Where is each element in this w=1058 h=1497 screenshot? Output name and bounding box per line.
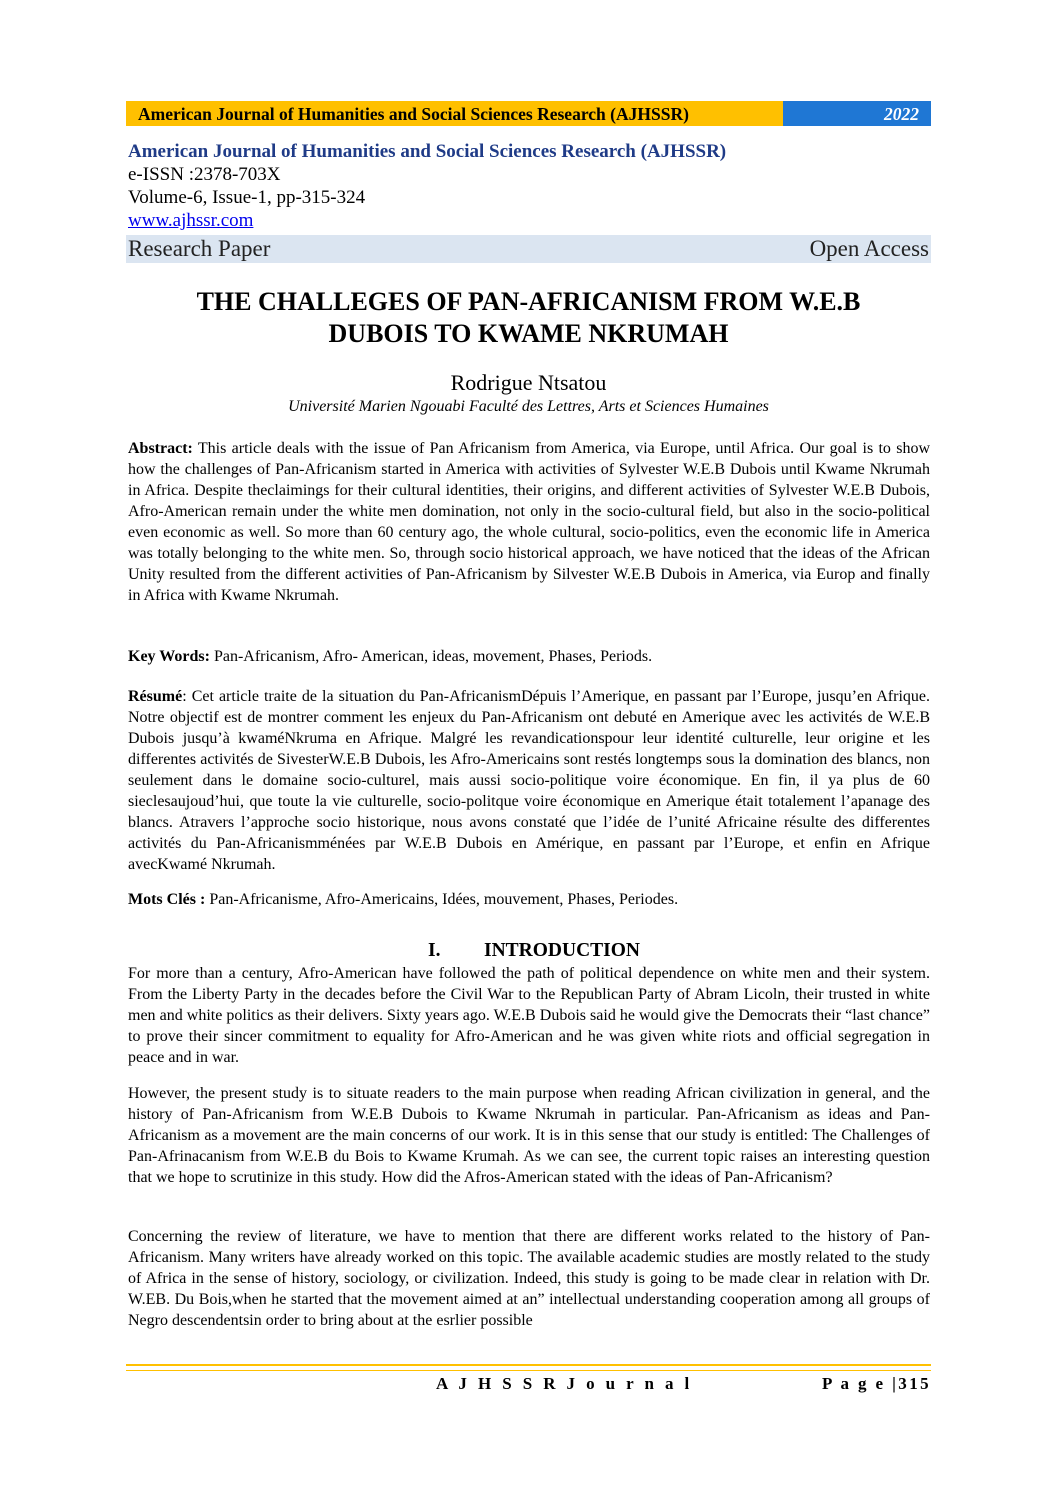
- paper-type-band: [126, 235, 931, 263]
- intro-paragraph-1: For more than a century, Afro-American have followed the path of political dependence on white men and their system. From the Liberty Party in the decades before the Civil War to the Republican Party of Abram Licoln, their trusted in white men and white politics as their delivers. Sixty years ago. W.E.B Dubois said he would give the Democrats their “last chance” to prove their sincer commitment to equality for Afro-American and he was given white riots and official segregation in peace and in war.: [128, 965, 930, 1066]
- intro-paragraph-2: However, the present study is to situate readers to the main purpose when reading African civilization in general, and the history of Pan-Africanism from W.E.B Dubois to Kwame Nkrumah in particular. Pan-Africanism as ideas and Pan-Africanism as a movement are the main concerns of our work. It is in this sense that our study is entitled: The Challenges of Pan-Afrinacanism from W.E.B du Bois to Kwame Krumah. As we can see, the current topic raises an interesting question that we hope to scrutinize in this study. How did the Afros-American stated with the ideas of Pan-Africanism?: [128, 1085, 930, 1186]
- keywords-label: Key Words:: [128, 648, 210, 665]
- paper-title-line1: THE CHALLEGES OF PAN-AFRICANISM FROM W.E.B: [196, 287, 861, 316]
- section-number: I.: [428, 940, 441, 961]
- running-header-year: 2022: [783, 101, 931, 126]
- resume-text: : Cet article traite de la situation du Pan-AfricanismDépuis l’Amerique, en passant par l’Europe, jusqu’en Afrique. Notre objectif est de montrer comment les enjeux du Pan-Africanism ont debuté en Amerique avec les activités de W.E.B Dubois jusqu’à kwaméNkruma en Afrique. Malgré les revandicationspour leur identité culturelle, leur origine et les differentes activités de SivesterW.E.B Dubois, les Afro-Americains sont restés longtemps sous la domination des blancs, non seulement dans le domaine socio-culturel, mais aussi socio-politique voire économique. En fin, il ya plus de 60 sieclesaujoud’hui, que toute la vie culturelle, socio-politque voire économique en Amerique était totalement l’apanage des blancs. Atravers l’approche socio historique, nous avons constaté que l’idée de l’unité Africaine résulte des differentes activités du Pan-Africanismménées par W.E.B Dubois en Amérique, en passant par l’Europe, et enfin en Afrique avecKwamé Nkrumah.: [128, 688, 930, 873]
- keywords-text: Pan-Africanism, Afro- American, ideas, movement, Phases, Periods.: [209, 648, 653, 665]
- abstract-label: Abstract:: [128, 440, 193, 457]
- author-affiliation: Université Marien Ngouabi Faculté des Lettres, Arts et Sciences Humaines: [288, 398, 769, 415]
- paper-title: [126, 286, 931, 350]
- paper-type: Research Paper: [128, 236, 271, 261]
- section-title: INTRODUCTION: [484, 940, 641, 961]
- intro-paragraph-3: Concerning the review of literature, we have to mention that there are different works related to the history of Pan-Africanism. Many writers have already worked on this topic. The available academic studies are mostly related to the study of Africa in the sense of history, sociology, or civilization. Indeed, this study is going to be made clear in relation with Dr. W.EB. Du Bois,when he started that the movement aimed at an” intellectual understanding cooperation among all groups of Negro descendentsin order to bring about at the esrlier possible: [128, 1228, 930, 1329]
- footer-divider: [126, 1364, 931, 1371]
- keywords: [128, 646, 930, 667]
- access-type: Open Access: [809, 236, 929, 261]
- volume-info: Volume-6, Issue-1, pp-315-324: [128, 187, 366, 208]
- running-header-journal: American Journal of Humanities and Social Sciences Research (AJHSSR): [126, 101, 783, 126]
- journal-url-link[interactable]: www.ajhssr.com: [128, 210, 254, 231]
- journal-name: American Journal of Humanities and Social Sciences Research (AJHSSR): [128, 141, 727, 162]
- author-name: Rodrigue Ntsatou: [450, 370, 607, 395]
- resume-label: Résumé: [128, 688, 183, 705]
- footer-journal: A J H S S R J o u r n a l: [436, 1374, 693, 1393]
- mots-cles: [128, 889, 930, 910]
- paper-title-line2: DUBOIS TO KWAME NKRUMAH: [328, 319, 729, 348]
- issn: e-ISSN :2378-703X: [128, 164, 281, 185]
- footer-page-number: P a g e |315: [821, 1374, 931, 1393]
- running-header: [126, 101, 931, 126]
- mots-cles-text: Pan-Africanisme, Afro-Americains, Idées, mouvement, Phases, Periodes.: [205, 891, 679, 908]
- resume: [128, 686, 930, 875]
- journal-meta: [128, 140, 726, 232]
- abstract-text: This article deals with the issue of Pan Africanism from America, via Europe, until Africa. Our goal is to show how the challenges of Pan-Africanism started in America with activities of Sylvester W.E.B Dubois until Kwame Nkrumah in Africa. Despite theclaimings for their cultural identities, their origins, and different activities of Sylvester W.E.B Dubois, Afro-American remain under the white men domination, not only in the socio-cultural field, but also in the socio-political even economic as well. So more than 60 century ago, the whole cultural, socio-politics, even the economic life in America was totally belonging to the white men. So, through socio historical approach, we have noticed that the ideas of the African Unity resulted from the different activities of Pan-Africanism by Silvester W.E.B Dubois in America, via Europ and finally in Africa with Kwame Nkrumah.: [128, 440, 930, 604]
- mots-cles-label: Mots Clés :: [128, 891, 206, 908]
- abstract: [128, 438, 930, 606]
